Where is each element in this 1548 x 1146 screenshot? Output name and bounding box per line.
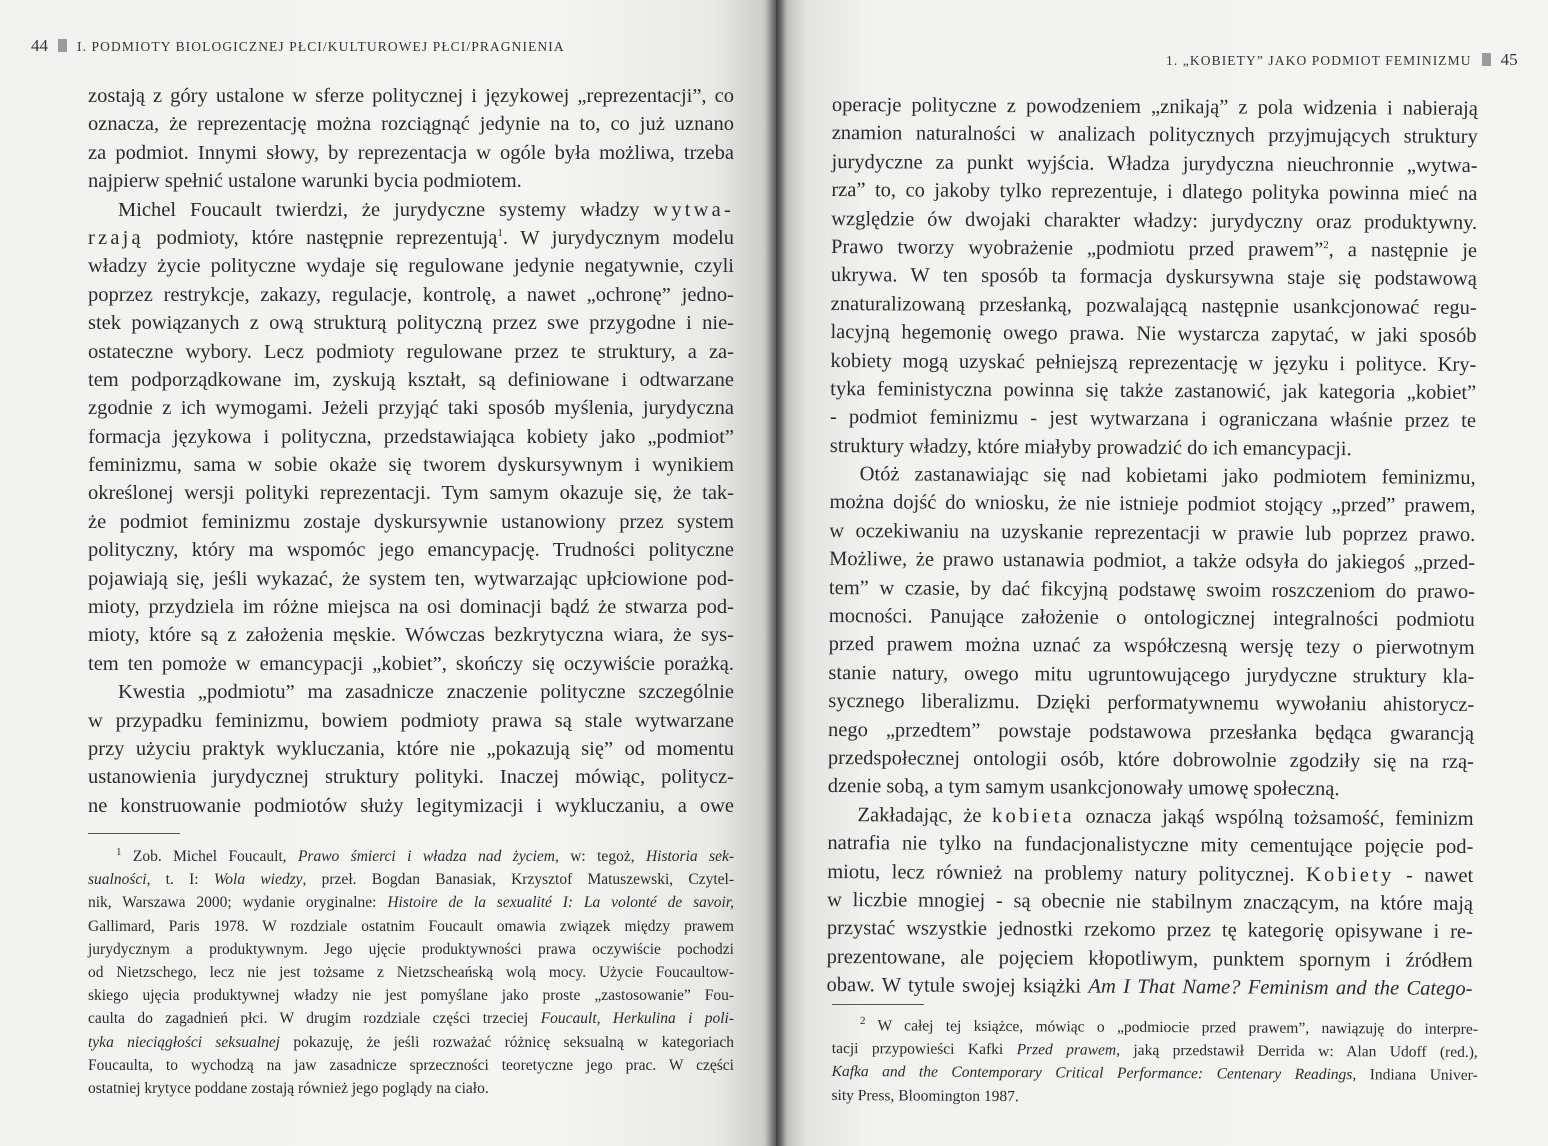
text-line: przed prawem można uznać za współczesną wersję tezy o pierwotnym [828,633,1475,660]
footnote-line: jurydycznym a produktywnym. Jego ujęcie produktywności prawa oczywiście pochodzi [88,940,734,958]
italic-title: Kafka and the Contemporary Critical Performance: Centenary Readings [831,1063,1353,1084]
text-line: pojawiają się, jeśli wykazać, że system ten, wytwarzając upłciowione pod- [88,567,734,590]
footnote-line [88,868,734,891]
text-line: w liczbie mnogiej - są obecnie nie stabilnym znaczącym, na które mają [826,888,1474,915]
text-line: ustanowienia jurydycznej struktury polityki. Inaczej mówiąc, politycz- [88,766,734,789]
footnote-line [88,891,734,914]
text-line: formacja językowa i polityczna, przedstawiająca kobiety jako „podmiot” [88,425,734,448]
text-line: ostateczne wybory. Lecz podmioty regulowane przez te struktury, a za- [88,340,734,363]
text-line: mioty, które są z założenia męskie. Wówczas bezkrytyczna wiara, że sys- [88,624,734,647]
footnote-line [88,845,734,868]
text-line: mocności. Panujące założenie o ontologicznej integralności podmiotu [828,605,1475,631]
text-line: feminizmu, sama w sobie okaże się tworem dyskursywnym i wynikiem [88,454,734,477]
right-running-head [1166,50,1518,70]
footnote-divider [832,1004,924,1005]
text-line: oznacza, że reprezentację można rozciągnąć jedynie na to, co już uznano [88,113,734,136]
text-line: natrafia nie tylko na fundacjonalistyczne mity cementujące pojęcie pod- [827,832,1474,859]
text-line: ne konstruowanie podmiotów służy legitymizacji i wykluczaniu, a owe [88,794,734,817]
text-line: Możliwe, że prawo ustanawia podmiot, a także odsyła do jakiegoś „przed- [829,548,1476,575]
right-page [776,0,1548,1146]
text-span: miotu, lecz również na problemy natury politycznej. [827,860,1295,886]
text-line: że podmiot feminizmu zostaje dyskursywnie ustanowiony przez system [88,510,734,533]
text-line: najpierw spełnić ustalone warunki bycia podmiotem. [88,170,522,193]
text-span: , Indiana Univer- [1352,1066,1478,1085]
text-line: znaturalizowaną przesłanką, pozwalającą następnie usankcjonować regu- [830,292,1477,319]
text-span: . W jurydycznym modelu [502,226,735,249]
text-line: dzenie sobą, a tym samym usankcjonowały umowę społeczną. [827,775,1340,801]
footnote-line: Foucaulta, to wychodzą na jaw zasadnicze sprzeczności teoretyczne jego prac. W części [88,1056,734,1074]
left-running-title: I. PODMIOTY BIOLOGICZNEJ PŁCI/KULTUROWEJ PŁCI/PRAGNIENIA [77,39,565,54]
text-line [827,801,1473,833]
footnote-line: od Nietzschego, lecz nie jest tożsame z Nietzscheańską wolą mocy. Użycie Foucaultow- [88,963,734,981]
text-line: tyka feministyczna powinna się także zastanowić, jak kategoria „kobiet” [830,377,1477,404]
footnote-line: ostatniej krytyce poddane zostają również jego poglądy na ciało. [88,1079,489,1097]
text-line: nego „przedtem” powstaje podstawowa przesłanka będąca gwarancją [828,718,1475,745]
text-line [831,233,1477,265]
spaced-emphasis: rzają [88,226,144,249]
text-span: caulta do zagadnień płci. W drugim rozdziale części trzeciej [88,1010,541,1028]
right-page-number: 45 [1500,50,1518,69]
footnote-line: skiego ujęcia produktywnej władzy nie jest pomyślane jako proste „zastosowanie” Fou- [88,987,734,1005]
text-line: prezentowane, ale pojęciem kłopotliwym, punktem spornym i źródłem [826,945,1473,972]
text-line: można dojść do wniosku, że nie istnieje podmiot stojący „przed” prawem, [829,491,1476,518]
text-line [827,858,1473,890]
spaced-emphasis: Kobiety [1305,863,1395,886]
footnote-line: Gallimard, Paris 1978. W rozdziale ostatnim Foucault omawia związek między prawem [88,917,734,935]
italic-title: sualności [88,871,147,889]
text-line: ukrywa. W ten sposób ta formacja dyskursywna staje się podstawową [830,264,1477,291]
book-gutter [764,0,788,1146]
right-running-title: 1. „KOBIETY” JAKO PODMIOT FEMINIZMU [1166,53,1472,68]
text-line: znamion naturalności w analizach politycznych przyjmujących struktury [831,122,1478,149]
right-body-text [826,91,1478,1003]
text-span: , w: tegoż, [554,848,646,865]
text-line: względzie ów dwojaki charakter władzy: jurydyczny oraz produktywny. [831,207,1478,234]
text-span: tacji przypowieści Kafki [831,1040,1017,1059]
text-line: - podmiot feminizmu - jest wytwarzana i ograniczana właśnie przez te [829,406,1477,433]
text-span: , t. I: [146,871,214,889]
text-line: przystać wszystkie jednostki rzekomo przez tę kategorię opisywane i re- [826,917,1473,944]
text-span: , a następnie je [1328,238,1478,262]
text-line: lacyjną hegemonię owego prawa. Nie wystarcza zapytać, w jaki sposób [830,321,1477,348]
text-line: polityczny, który ma wspomóc jego emancypację. Trudności polityczne [88,539,734,562]
text-line: stanie natury, owego mitu ugruntowującego jurydyczne struktury kla- [828,661,1475,688]
text-line: mioty, przydziela im różne miejsca na osi dominacji bądź że stwarza pod- [88,596,734,619]
footnote-line: sity Press, Bloomington 1987. [831,1086,1019,1105]
text-line: operacje polityczne z powodzeniem „znikają” z pola widzenia i nabierają [831,93,1478,120]
footnote-ref[interactable]: 2 [1323,239,1329,252]
text-line: tem podporządkowane im, zyskują kształt, są definiowane i odtwarzane [88,368,734,391]
italic-title: Am I That Name? Feminism and the Catego- [1088,975,1473,1001]
text-line [826,971,1472,1003]
text-line: w przypadku feminizmu, bowiem podmioty prawa są stale wytwarzane [88,709,734,732]
text-line: poprzez restrykcje, zakazy, regulacje, kontrolę, a nawet „ochronę” jedno- [88,283,734,306]
italic-title: Foucault, Herkulina i poli- [540,1010,734,1028]
text-line: zostają z góry ustalone w sferze politycznej i językowej „reprezentacji”, co [88,85,734,107]
italic-title: Przed prawem [1016,1041,1117,1059]
text-span: nik, Warszawa 2000; wydanie oryginalne: [88,894,388,912]
spaced-emphasis: wytwa- [653,198,734,221]
text-line: rza” to, co jakoby tylko reprezentuje, i dlatego polityka powinna mieć na [831,179,1478,206]
text-line: struktury władzy, które miałyby prowadzić do ich emancypacji. [829,434,1352,460]
text-span: Prawo tworzy wyobrażenie „podmiotu przed prawem” [830,235,1324,261]
text-span: - nawet [1405,864,1474,887]
text-line: stek powiązanych z ową strukturą polityczną przez swe przygodne i nie- [88,312,734,335]
italic-title: tyka nieciągłości seksualnej [88,1033,280,1051]
text-span: oznacza jakąś wspólną tożsamość, feminizm [1085,805,1474,830]
italic-title: Prawo śmierci i władza nad życiem [297,848,555,865]
text-span: podmioty, które następnie reprezentują [156,226,498,249]
spaced-emphasis: kobieta [992,804,1075,828]
text-line: sycznego liberalizmu. Dzięki performatywnemu wywołaniu ahistorycz- [828,690,1475,717]
text-span: , przeł. Bogdan Banasiak, Krzysztof Matuszewski, Czytel- [302,871,734,889]
italic-title: Wola wiedzy [213,871,303,889]
text-line: za podmiot. Innymi słowy, by reprezentacja w ogóle była możliwa, trzeba [88,141,734,164]
text-line: jurydyczne za punkt wyjścia. Władza jurydyczna nieuchronnie „wytwa- [831,150,1478,177]
text-line: Kwestia „podmiotu” ma zasadnicze znaczenie polityczne szczególnie [118,681,734,704]
text-line: Otóż zastanawiając się nad kobietami jako podmiotem feminizmu, [859,463,1476,490]
text-span: Zakładając, że [857,803,982,827]
text-span: , jaką przedstawił Derrida w: Alan Udoff (red.), [1116,1041,1478,1062]
running-head-marker [1482,53,1491,66]
left-body-text [88,82,734,820]
text-line: tem ten pomoże w emancypacji „kobiet”, skończy się oczywiście porażką. [88,652,734,675]
left-page-number: 44 [31,36,48,55]
text-line: kobiety mogą uzyskać pełniejszą reprezentację w języku i polityce. Kry- [830,349,1477,376]
text-line: zgodnie z ich wymogami. Jeżeli przyjąć taki sposób myślenia, jurydyczna [88,397,734,420]
left-running-head [31,36,565,56]
left-footnote [88,845,734,1100]
footnote-number: 1 [116,845,122,858]
right-footnote [831,1014,1478,1111]
text-span: W całej tej książce, mówiąc o „podmiocie przed prawem”, nawiązuję do interpre- [877,1017,1478,1038]
italic-title: Histoire de la sexualité I: La volonté de savoir, [387,894,734,912]
italic-title: Historia sek- [645,848,734,865]
text-span: Zob. Michel Foucault, [132,848,298,865]
footnote-line [88,1031,734,1054]
running-head-marker [58,39,67,52]
text-line: w oczekiwaniu na uzyskanie reprezentacji w prawie lub poprzez prawo. [829,519,1476,546]
text-line [88,196,734,224]
footnote-ref[interactable]: 1 [497,227,503,240]
text-line [88,224,734,252]
text-line: tem” w czasie, by dać fikcyjną podstawę swoim roszczeniom do prawo- [828,576,1476,603]
text-line: przedspołecznej ontologii osób, które dobrowolnie zgodziły się na rzą- [827,746,1474,773]
footnote-number: 2 [859,1015,866,1028]
footnote-divider [88,833,180,834]
footnote-line [832,1060,1478,1087]
text-span: pokazuję, że jeśli rozważać różnicę seksualną w kategoriach [279,1033,734,1051]
text-line: władzy życie polityczne wydaje się regulowane jedynie negatywnie, czyli [88,255,734,278]
text-span: obaw. W tytule swojej książki [826,974,1089,998]
text-line: określonej wersji polityki reprezentacji. Tym samym okazuje się, że tak- [88,482,734,505]
text-span: Michel Foucault twierdzi, że jurydyczne systemy władzy [118,198,640,221]
text-line: przy użyciu praktyk wykluczania, które nie „pokazują się” od momentu [88,737,734,760]
footnote-line [88,1007,734,1030]
